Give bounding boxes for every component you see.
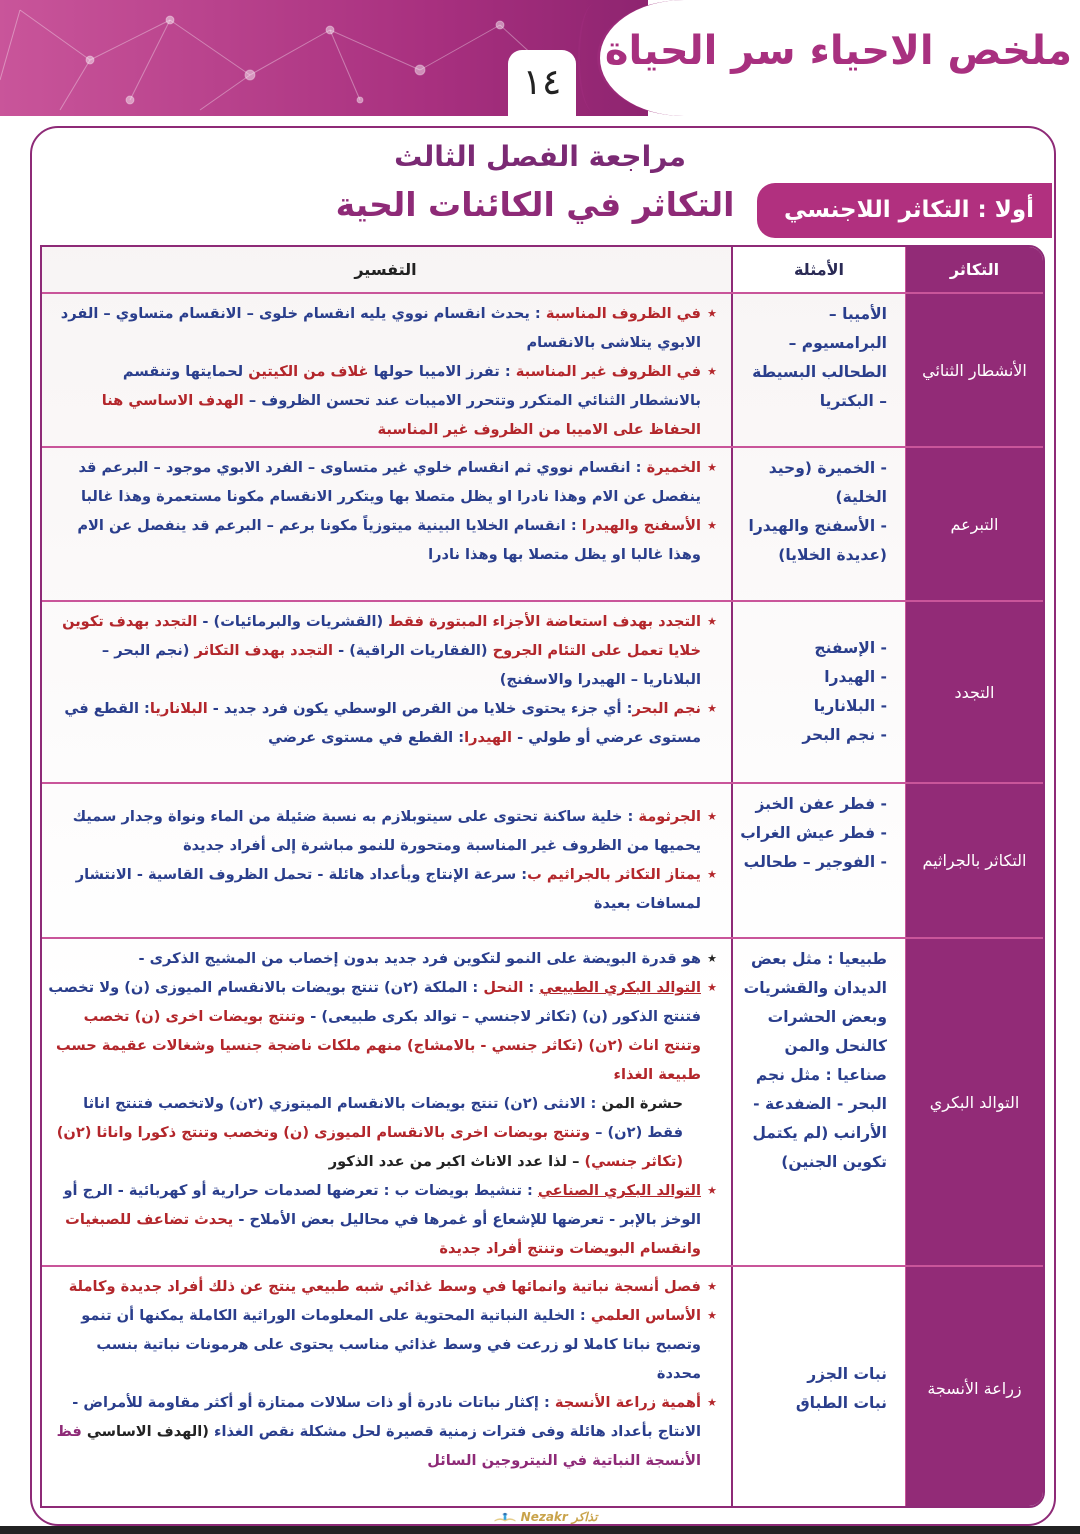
example-item: - الأسفنج والهيدرا (عديدة الخلايا): [748, 517, 887, 564]
text-segment: : تنشيط بويضات ب : تعرضها لصدمات حرارية أو كهربائية - الرج أو الوخز بالإبر - تعرضها للإشعاع أو غمرها في محاليل بعض الأملاح -: [63, 1182, 701, 1228]
star-bullet-icon: ★: [707, 868, 717, 881]
table-row: [42, 602, 1043, 784]
logo-text: Nezakr تذاكر: [520, 1510, 598, 1524]
explanation-bullet: [48, 973, 717, 1089]
reproduction-type: زراعة الأنسجة: [927, 1379, 1022, 1398]
text-segment: الجرثومة: [638, 808, 701, 825]
text-segment: :: [523, 979, 540, 996]
explanation-bullet: [48, 1089, 717, 1176]
examples-cell: [731, 939, 906, 1265]
graduate-book-icon: [493, 1509, 517, 1525]
text-segment: : خلية ساكنة تحتوى على سيتوبلازم به نسبة ضئيلة من الماء ونواة وجدار سميك يحميها من الظروف غير المناسبة ومتحورة للنمو مباشرة إلى أفراد جديدة: [72, 808, 701, 854]
text-segment: فظ الأنسجة النباتية في النيتروجين السائل: [56, 1423, 701, 1469]
text-segment: : يحدث انقسام نووي يليه انقسام خلوى – الانقسام متساوي – الفرد الابوي يتلاشى بالانقسام: [60, 305, 701, 351]
explanation-bullet: [48, 1301, 717, 1388]
book-title: ملخص الاحياء سر الحياة: [604, 28, 1072, 74]
star-bullet-icon: ★: [707, 1396, 717, 1409]
examples-cell: [731, 784, 906, 937]
explanation-bullet: [48, 511, 717, 569]
star-bullet-icon: ★: [707, 1280, 717, 1293]
text-segment: : القطع في مستوى عرضي أو طولي -: [64, 700, 701, 746]
example-item: - الفوجير – طحالب: [743, 853, 887, 871]
text-segment: : سرعة الإنتاج وبأعداد هائلة - تحمل الظروف القاسية - الانتشار لمسافات بعيدة: [75, 866, 701, 912]
text-segment: وتنتج بويضات اخرى (ن) تخصب وتنتج اناث (٢ن) (تكاثر جنسي - بالامشاج) منهم ملكات ناضجة جنسيا وشغالات عقيمة حسب طبيعة الغذاء: [55, 1008, 701, 1083]
chapter-title: مراجعة الفصل الثالث: [394, 140, 686, 173]
header-examples: الأمثلة: [731, 247, 906, 292]
star-bullet-icon: ★: [707, 952, 717, 965]
header-type: التكاثر: [949, 260, 1000, 279]
text-segment: التوالد البكري الصناعي: [537, 1182, 701, 1199]
text-segment: يحدث تضاعف للصبغيات وانقسام البويضات وتنتج أفراد جديدة: [65, 1211, 701, 1257]
reproduction-type: التوالد البكري: [929, 1092, 1020, 1112]
text-segment: : الخلية النباتية المحتوية على المعلومات الوراثية الكاملة يمكنها أن تنمو وتصبح نباتا كاملا لو زرعت في وسط غذائي مناسب يحتوى على هرمونات نباتية بنسب محددة: [81, 1307, 701, 1382]
text-segment: : تفرز الاميبا حولها: [368, 363, 516, 380]
star-bullet-icon: ★: [707, 981, 717, 994]
nezakr-logo: [470, 1509, 620, 1525]
text-segment: الهدف الاساسي هنا الحفاظ على الاميبا من الظروف غير المناسبة: [101, 392, 701, 438]
text-segment: الخميرة: [646, 459, 701, 476]
text-segment: حشرة المن: [601, 1095, 683, 1112]
text-segment: البلاناريا: [149, 700, 208, 717]
text-segment: : الملكة (٢ن) تنتج بويضات بالانقسام الميوزى (ن) ولا تخصب فتنتج الذكور (ن) (تكاثر لاجنسي – توالد بكرى طبيعى) -: [48, 979, 701, 1025]
star-bullet-icon: ★: [707, 519, 717, 532]
example-item: صناعيا : مثل نجم البحر - الضفدعة - الأرانب (لم يكتمل تكوين الجنين): [752, 1066, 887, 1171]
star-bullet-icon: ★: [707, 1184, 717, 1197]
section-heading: أولا : التكاثر اللاجنسي: [757, 183, 1052, 238]
text-segment: في الظروف المناسبة: [545, 305, 701, 322]
text-segment: – لذا عدد الاناث اكبر من عدد الذكور: [328, 1153, 585, 1170]
reproduction-type: التجدد: [954, 682, 995, 702]
explanation-cell: [40, 939, 731, 1265]
text-segment: : إكثار نباتات نادرة أو ذات سلالات ممتازة أو أكثر مقاومة للأمراض - الانتاج بأعداد هائلة وفى فترات زمنية قصيرة لحل مشكلة نقص الغذاء: [72, 1394, 701, 1440]
reproduction-type: التبرعم: [950, 514, 999, 534]
star-bullet-icon: ★: [707, 365, 717, 378]
explanation-cell: [40, 448, 731, 600]
text-segment: : أي جزء يحتوى خلايا من القرص الوسطي يكون فرد جديد -: [207, 700, 633, 717]
subject-title: التكاثر في الكائنات الحية: [335, 185, 735, 224]
text-segment: الأسفنج والهيدرا: [581, 517, 701, 534]
star-bullet-icon: ★: [707, 615, 717, 628]
example-item: - الخميرة (وحيد الخلية): [768, 459, 887, 506]
explanation-bullet: [48, 299, 717, 357]
explanation-bullet: [48, 1388, 717, 1475]
text-segment: التوالد البكري الطبيعي: [539, 979, 701, 996]
text-segment: : القطع في مستوى عرضي: [268, 729, 465, 746]
examples-cell: [731, 448, 906, 600]
text-segment: لحمايتها وتنقسم بالانشطار الثنائي المتكرر وتتحرر الاميبات عند تحسن الظروف –: [122, 363, 701, 409]
text-segment: هو قدرة البويضة على النمو لتكوين فرد جديد بدون إخصاب من المشيج الذكرى -: [138, 950, 701, 967]
examples-cell: [731, 1267, 906, 1508]
text-segment: الأساس العلمي: [590, 1307, 701, 1324]
example-item: طبيعيا : مثل بعض الديدان والقشريات وبعض الحشرات كالنحل والمن: [743, 950, 887, 1055]
reproduction-table: [40, 245, 1045, 1508]
reproduction-type: التكاثر بالجراثيم: [922, 851, 1027, 870]
table-row: [42, 294, 1043, 448]
explanation-cell: [40, 1267, 731, 1508]
text-segment: وتنتج بويضات اخرى بالانقسام الميوزى (ن) وتخصب وتنتج ذكورا واناثا (٢ن) (تكاثر جنسي): [56, 1124, 683, 1170]
text-segment: يمتاز التكاثر بالجراثيم ب: [527, 866, 701, 883]
text-segment: : الانثى (٢ن) تنتج بويضات بالانقسام الميتوزي (٢ن) ولاتخصب فتنتج اناثا فقط (٢ن) –: [83, 1095, 683, 1141]
examples-cell: [731, 602, 906, 782]
text-segment: (نجم البحر – البلاناريا – الهيدرا والاسفنج): [101, 642, 701, 688]
table-row: [42, 939, 1043, 1267]
text-segment: (القشريات والبرمائيات) -: [197, 613, 389, 630]
text-segment: النحل: [483, 979, 524, 996]
text-segment: غلاف من الكيتين: [248, 363, 369, 380]
example-item: - الإسفنج: [814, 639, 887, 657]
explanation-cell: [40, 602, 731, 782]
explanation-cell: [40, 784, 731, 937]
text-segment: التجدد بهدف استعاضة الأجزاء المبتورة فقط: [388, 613, 701, 630]
text-segment: : انقسام الخلايا البينية ميتوزياً مكونا برعم – البرعم قد ينفصل عن الام وهذا غالبا او يظل متصلا بها وهذا نادرا: [77, 517, 701, 563]
table-row: [42, 1267, 1043, 1508]
text-segment: : انقسام نووي ثم انقسام خلوي غير متساوى – الفرد الابوي موجود – البرعم قد ينفصل عن الام وهذا نادرا او يظل متصلا بها ويتكرر الانقسام مكونا مستعمرة وهذا غالبا: [78, 459, 701, 505]
explanation-bullet: [48, 607, 717, 694]
text-segment: في الظروف غير المناسبة: [515, 363, 701, 380]
reproduction-type: الأنشطار الثنائي: [922, 360, 1027, 380]
explanation-bullet: [48, 944, 717, 973]
title-area: [597, 0, 1080, 116]
text-segment: (الهدف الاساسي: [86, 1423, 209, 1440]
text-segment: أهمية زراعة الأنسجة: [554, 1394, 701, 1411]
explanation-bullet: [48, 1272, 717, 1301]
example-item: نبات الجزر: [807, 1364, 887, 1383]
example-item: - البلاناريا: [813, 697, 887, 715]
header-explanation: التفسير: [354, 260, 417, 279]
star-bullet-icon: ★: [707, 810, 717, 823]
text-segment: (الفقاريات الراقية) -: [333, 642, 493, 659]
example-item: - الهيدرا: [824, 668, 887, 686]
star-bullet-icon: ★: [707, 702, 717, 715]
example-item: الأميبا – البرامسيوم – الطحالب البسيطة – البكتريا: [752, 305, 887, 410]
example-item: - فطر عفن الخبز: [755, 795, 887, 813]
explanation-bullet: [48, 357, 717, 444]
explanation-bullet: [48, 694, 717, 752]
text-segment: التجدد بهدف التكاثر: [194, 642, 334, 659]
examples-cell: [731, 294, 906, 446]
explanation-cell: [40, 294, 731, 446]
bottom-bar: [0, 1526, 1080, 1534]
explanation-bullet: [48, 453, 717, 511]
text-segment: الهيدرا: [464, 729, 513, 746]
star-bullet-icon: ★: [707, 461, 717, 474]
header-banner: [0, 0, 1080, 116]
explanation-bullet: [48, 802, 717, 860]
table-row: [42, 784, 1043, 939]
text-segment: نجم البحر: [632, 700, 701, 717]
text-segment: فصل أنسجة نباتية وانمائها في وسط غذائي شبه طبيعي ينتج عن ذلك أفراد جديدة وكاملة: [68, 1278, 701, 1295]
explanation-bullet: [48, 860, 717, 918]
table-row: [42, 448, 1043, 602]
star-bullet-icon: ★: [707, 1309, 717, 1322]
page-number: ١٤: [508, 50, 576, 116]
example-item: - نجم البحر: [802, 726, 887, 744]
example-item: نبات الطباق: [795, 1393, 887, 1412]
table-header-row: [42, 247, 1043, 294]
star-bullet-icon: ★: [707, 307, 717, 320]
text-segment: التجدد بهدف تكوين خلايا تعمل على التئام الجروح: [62, 613, 701, 659]
explanation-bullet: [48, 1176, 717, 1263]
example-item: - فطر عيش الغراب: [740, 824, 887, 842]
